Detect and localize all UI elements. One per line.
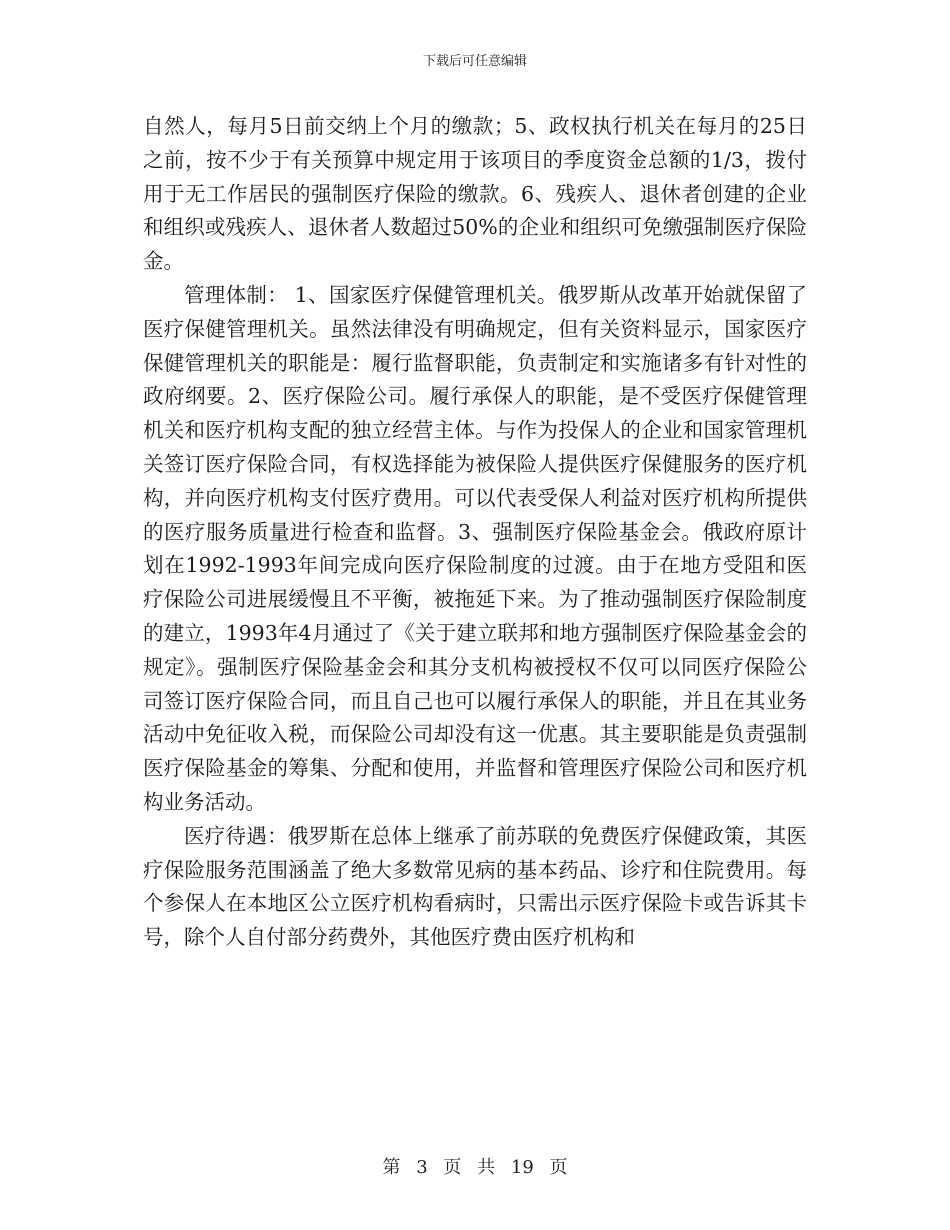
- paragraph-management-system: 管理体制： 1、国家医疗保健管理机关。俄罗斯从改革开始就保留了医疗保健管理机关。虽然法律没有明确规定，但有关资料显示，国家医疗保健管理机关的职能是：履行监督职能，负责制定和实施诸多有针对性的政府纲要。2、医疗保险公司。履行承保人的职能，是不受医疗保健管理机关和医疗机构支配的独立经营主体。与作为投保人的企业和国家管理机关签订医疗保险合同，有权选择能为被保险人提供医疗保健服务的医疗机构，并向医疗机构支付医疗费用。可以代表受保人利益对医疗机构所提供的医疗服务质量进行检查和监督。3、强制医疗保险基金会。俄政府原计划在1992-1993年间完成向医疗保险制度的过渡。由于在地方受阻和医疗保险公司进展缓慢且不平衡，被拖延下来。为了推动强制医疗保险制度的建立，1993年4月通过了《关于建立联邦和地方强制医疗保险基金会的规定》。强制医疗保险基金会和其分支机构被授权不仅可以同医疗保险公司签订医疗保险合同，而且自己也可以履行承保人的职能，并且在其业务活动中免征收入税，而保险公司却没有这一优惠。其主要职能是负责强制医疗保险基金的筹集、分配和使用，并监督和管理医疗保险公司和医疗机构业务活动。: [143, 282, 807, 814]
- paragraph-contribution-rules: 自然人，每月5日前交纳上个月的缴款；5、政权执行机关在每月的25日之前，按不少于有关预算中规定用于该项目的季度资金总额的1/3，拨付用于无工作居民的强制医疗保险的缴款。6、残疾人、退休者创建的企业和组织或残疾人、退休者人数超过50%的企业和组织可免缴强制医疗保险金。: [143, 114, 807, 274]
- page-header: 下载后可任意编辑: [422, 54, 527, 69]
- paragraph-medical-benefits: 医疗待遇：俄罗斯在总体上继承了前苏联的免费医疗保健政策，其医疗保险服务范围涵盖了绝大多数常见病的基本药品、诊疗和住院费用。每个参保人在本地区公立医疗机构看病时，只需出示医疗保险卡或告诉其卡号，除个人自付部分药费外，其他医疗费由医疗机构和: [143, 823, 807, 950]
- page-label-suffix: 页: [549, 1157, 568, 1178]
- page-label-prefix: 第: [382, 1157, 401, 1178]
- total-pages-number: 19: [510, 1157, 534, 1178]
- page-label-mid: 页: [443, 1157, 462, 1178]
- document-body: [143, 110, 807, 955]
- current-page-number: 3: [416, 1157, 428, 1178]
- total-label: 共: [477, 1157, 496, 1178]
- page-footer: [0, 1153, 950, 1179]
